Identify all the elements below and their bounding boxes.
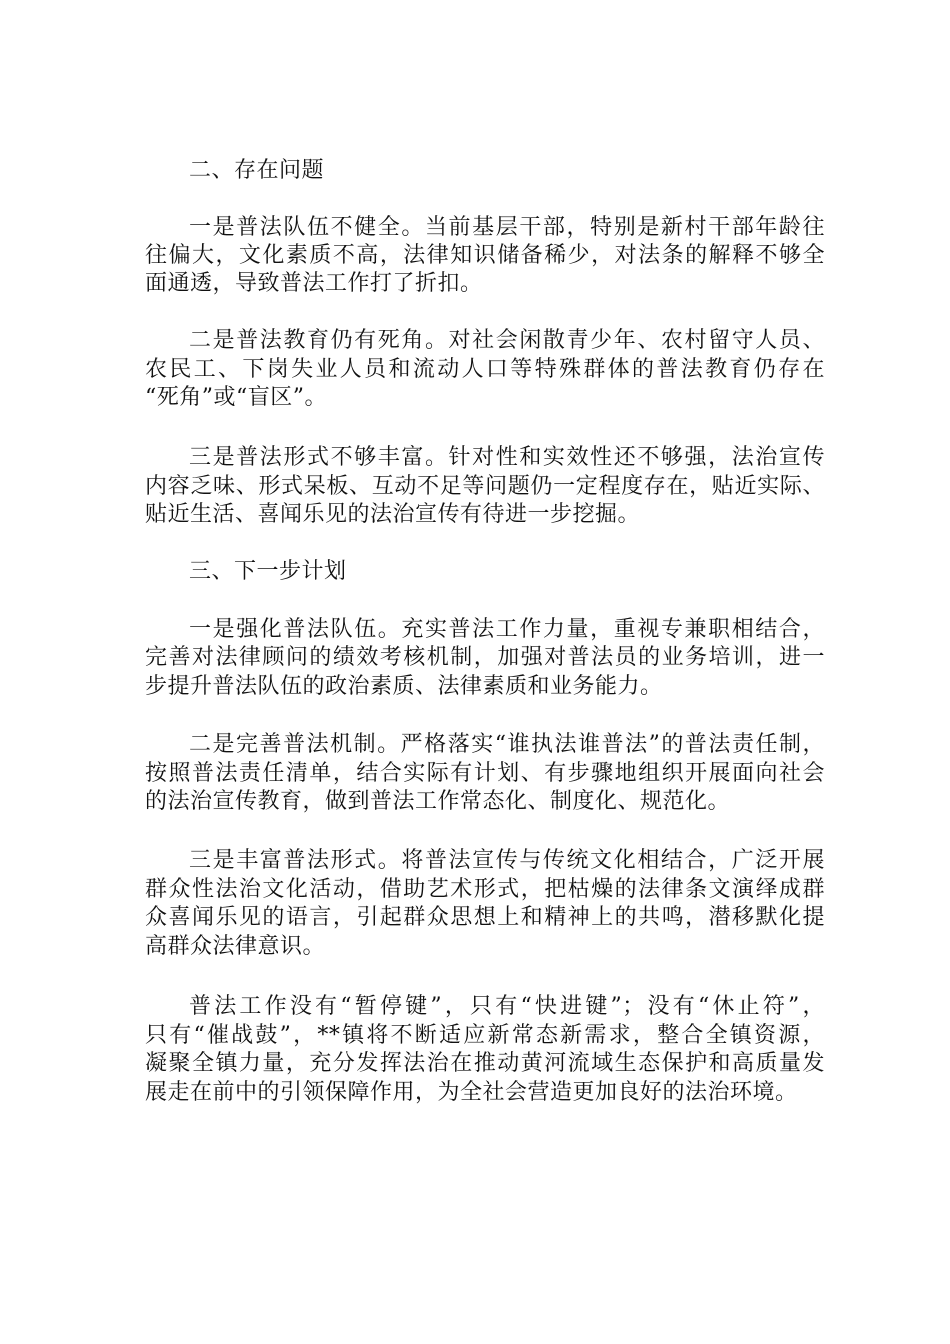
paragraph-line: 三是丰富普法形式。将普法宣传与传统文化相结合，广泛开展	[189, 848, 825, 873]
paragraph-line: 一是强化普法队伍。充实普法工作力量，重视专兼职相结合，	[189, 617, 825, 642]
paragraph-line: 众喜闻乐见的语言，引起群众思想上和精神上的共鸣，潜移默化提	[145, 905, 825, 930]
paragraph-line: 内容乏味、形式呆板、互动不足等问题仍一定程度存在，贴近实际、	[145, 474, 825, 499]
paragraph-line: 三是普法形式不够丰富。针对性和实效性还不够强，法治宣传	[189, 445, 825, 470]
paragraph-line: 一是普法队伍不健全。当前基层干部，特别是新村干部年龄往	[189, 215, 825, 240]
paragraph-line: “死角”或“盲区”。	[145, 385, 327, 410]
paragraph-line: 贴近生活、喜闻乐见的法治宣传有待进一步挖掘。	[145, 502, 641, 527]
section-heading-plan: 三、下一步计划	[189, 559, 347, 584]
paragraph-line: 步提升普法队伍的政治素质、法律素质和业务能力。	[145, 674, 663, 699]
paragraph-line: 农民工、下岗失业人员和流动人口等特殊群体的普法教育仍存在	[145, 357, 825, 382]
paragraph-line: 往偏大，文化素质不高，法律知识储备稀少，对法条的解释不够全	[145, 243, 825, 268]
paragraph-line: 面通透，导致普法工作打了折扣。	[145, 271, 483, 296]
paragraph-line: 高群众法律意识。	[145, 934, 326, 959]
paragraph-line: 完善对法律顾问的绩效考核机制，加强对普法员的业务培训，进一	[145, 645, 825, 670]
paragraph-line: 展走在前中的引领保障作用，为全社会营造更加良好的法治环境。	[145, 1080, 798, 1105]
paragraph-line: 只有“催战鼓”，**镇将不断适应新常态新需求，整合全镇资源，	[145, 1023, 825, 1048]
section-heading-problems: 二、存在问题	[189, 158, 325, 183]
paragraph-line: 凝聚全镇力量，充分发挥法治在推动黄河流域生态保护和高质量发	[145, 1051, 825, 1076]
paragraph-line: 群众性法治文化活动，借助艺术形式，把枯燥的法律条文演绎成群	[145, 877, 825, 902]
paragraph-line: 的法治宣传教育，做到普法工作常态化、制度化、规范化。	[145, 789, 731, 814]
paragraph-line: 二是完善普法机制。严格落实“谁执法谁普法”的普法责任制，	[189, 732, 825, 757]
paragraph-line: 按照普法责任清单，结合实际有计划、有步骤地组织开展面向社会	[145, 761, 825, 786]
paragraph-line: 普法工作没有“暂停键”，只有“快进键”；没有“休止符”，	[189, 994, 825, 1019]
paragraph-line: 二是普法教育仍有死角。对社会闲散青少年、农村留守人员、	[189, 328, 825, 353]
